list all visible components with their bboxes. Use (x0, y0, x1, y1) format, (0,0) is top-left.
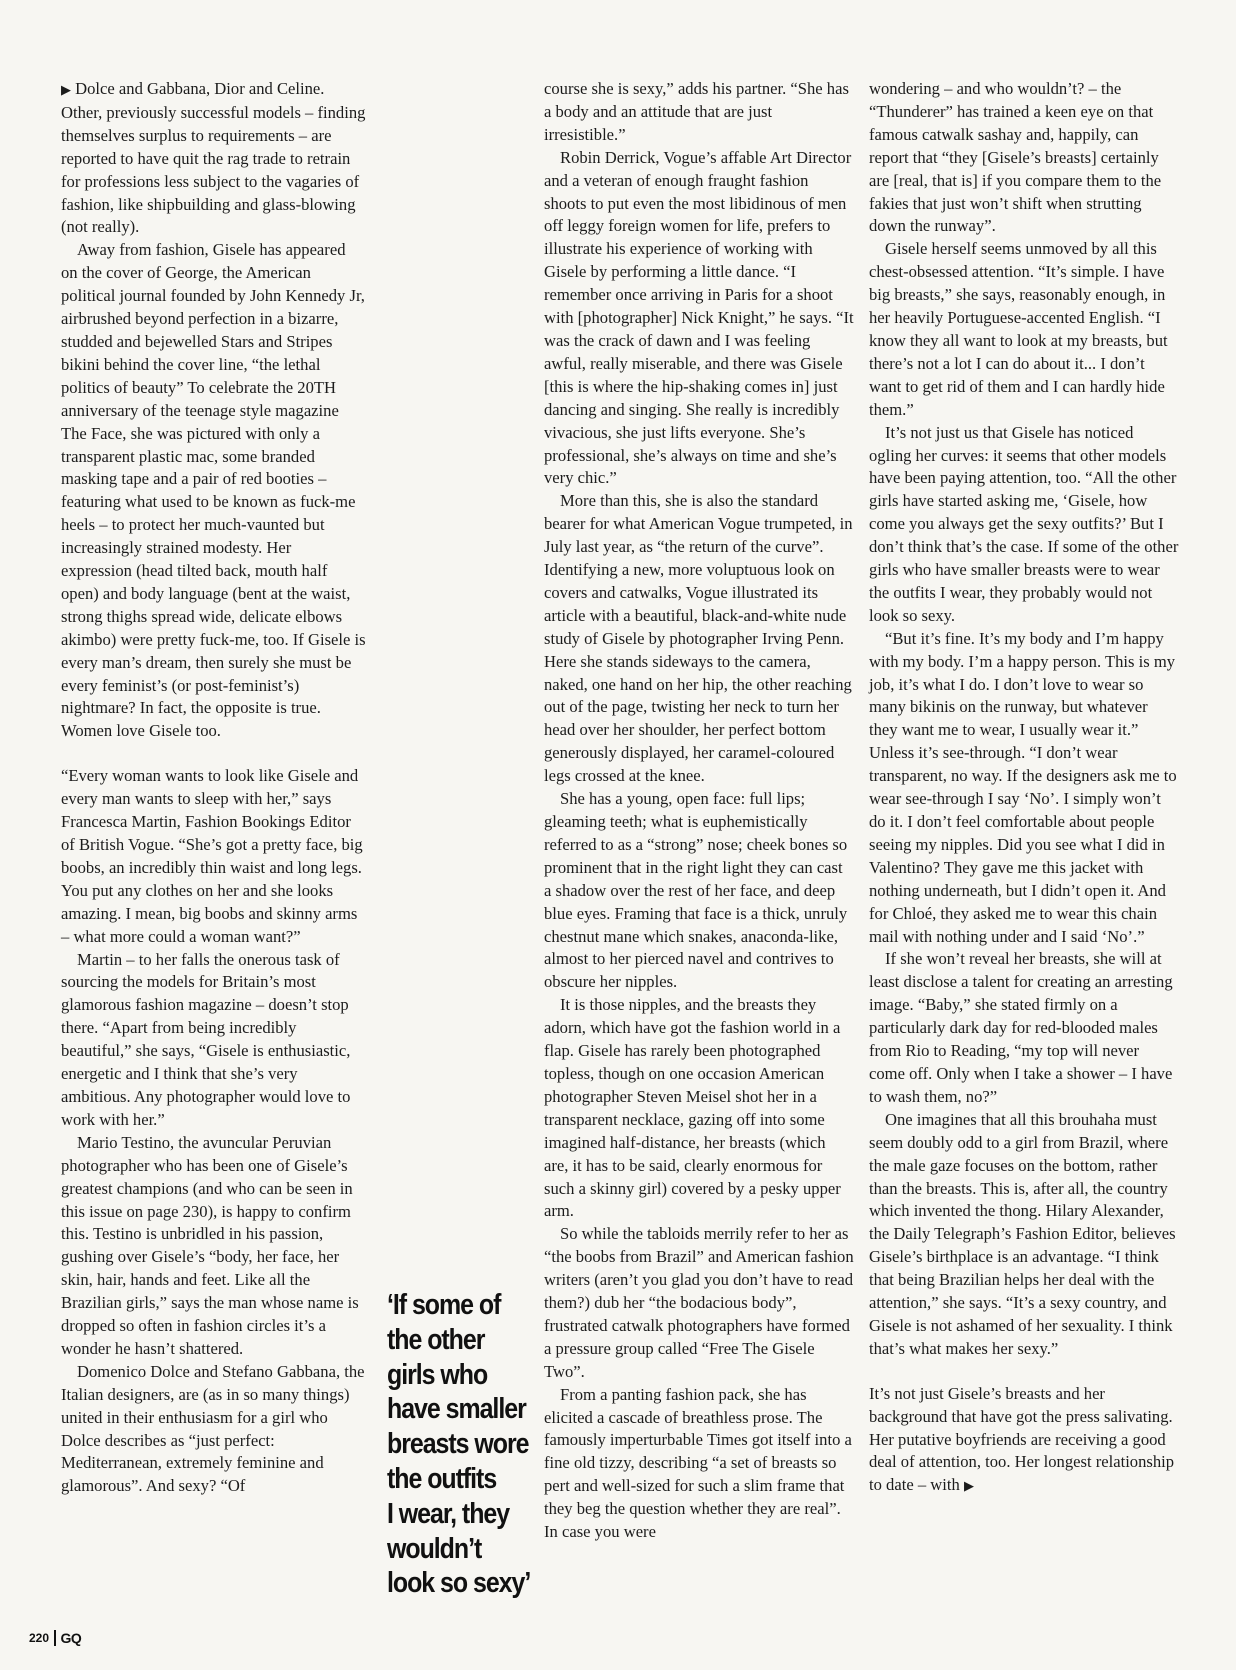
pull-quote-line: the outfits (387, 1462, 497, 1495)
article-paragraph: One imagines that all this brouhaha must seem doubly odd to a girl from Brazil, where the male gaze focuses on the bottom, rather than the breasts. This is, after all, the country which invented the thong. Hilary Alexander, the Daily Telegraph’s Fashion Editor, believes Gisele’s birthplace is an advantage. “I think that being Brazilian helps her deal with the attention,” she says. “It’s a sexy country, and Gisele is not ashamed of her sexuality. I think that’s what makes her sexy.” (869, 1109, 1176, 1358)
pull-quote-line: ‘If some of (387, 1289, 501, 1321)
pull-quote-line: look so sexy’ (387, 1567, 531, 1600)
article-paragraph: From a panting fashion pack, she has elicited a cascade of breathless prose. The famously imperturbable Times got itself into a fine old tizzy, describing “a set of breasts so pert and well-sized for such a slim frame that they beg the question whether they are real”. In case you were (544, 1384, 852, 1542)
article-paragraph: Domenico Dolce and Stefano Gabbana, the Italian designers, are (as in so many things) united in their enthusiasm for a girl who Dolce describes as “just perfect: Mediterranean, extremely feminine and glamorous”. And sexy? “Of (61, 1361, 365, 1496)
continued-from-arrow-icon: ▶ (61, 82, 71, 97)
pull-quote-line: breasts wore (387, 1428, 529, 1461)
pull-quote-line: wouldn’t (387, 1532, 482, 1565)
folio-divider (54, 1630, 56, 1646)
pull-quote-line: I wear, they (387, 1497, 510, 1530)
article-paragraph: course she is sexy,” adds his partner. “She has a body and an attitude that are just irresistible.” (544, 79, 849, 144)
continued-arrow-icon: ▶ (963, 1478, 974, 1494)
article-paragraph: If she won’t reveal her breasts, she will at least disclose a talent for creating an arresting image. “Baby,” she stated firmly on a particularly dark day for red-blooded males from Rio to Reading, “my top will never come off. Only when I take a shower – I have to wash them, no?” (869, 949, 1173, 1106)
article-paragraph: Robin Derrick, Vogue’s affable Art Director and a veteran of enough fraught fashion shoots to put even the most libidinous of men off leggy foreign women for life, prefers to illustrate his experience of working with Gisele by performing a little dance. “I remember once arriving in Paris for a shoot with [photographer] Nick Knight,” he says. “It was the crack of dawn and I was feeling awful, really miserable, and there was Gisele [this is where the hip-shaking comes in] just dancing and singing. She really is incredibly vivacious, she just lifts everyone. She’s professional, she’s always on time and she’s very chic.” (544, 147, 854, 488)
article-paragraph: It’s not just Gisele’s breasts and her background that have got the press salivating. Her putative boyfriends are receiving a good deal of attention, too. Her longest relationship to date – with ▶ (869, 1383, 1175, 1495)
article-paragraph: She has a young, open face: full lips; gleaming teeth; what is euphemistically referred to as a “strong” nose; cheek bones so prominent that in the right light they can cast a shadow over the rest of her face, and deep blue eyes. Framing that face is a thick, unruly chestnut mane which snakes, anaconda-like, almost to her pierced navel and contrives to obscure her nipples. (544, 789, 848, 992)
pull-quote-line: girls who (387, 1358, 488, 1391)
article-paragraph: Martin – to her falls the onerous task of sourcing the models for Britain’s most glamorous fashion magazine – doesn’t stop there. “Apart from being incredibly beautiful,” she says, “Gisele is enthusiastic, energetic and I think that she’s very ambitious. Any photographer would love to work with her.” (61, 949, 351, 1129)
article-paragraph: ▶ Dolce and Gabbana, Dior and Celine. Other, previously successful models – finding themselves surplus to requirements – are reported to have quit the rag trade to retrain for professions less subject to the vagaries of fashion, like shipbuilding and glass-blowing (not really). (61, 79, 366, 237)
pull-quote-line: the other (387, 1323, 485, 1356)
article-paragraph: “But it’s fine. It’s my body and I’m happy with my body. I’m a happy person. This is my job, it’s what I do. I don’t love to wear so many bikinis on the runway, but whatever they want me to wear, I usually wear it.” Unless it’s see-through. “I don’t wear transparent, no way. If the designers ask me to wear see-through I say ‘No’. I simply won’t do it. I don’t feel comfortable about people seeing my nipples. Did you see what I did in Valentino? They gave me this jacket with nothing underneath, but I didn’t open it. And for Chloé, they asked me to wear this chain mail with nothing under and I said ‘No’.” (869, 628, 1177, 946)
page-folio (29, 1630, 81, 1646)
article-column-2 (544, 78, 854, 1544)
article-column-1 (61, 78, 366, 1498)
page-number: 220 (29, 1631, 50, 1645)
article-paragraph: It’s not just us that Gisele has noticed ogling her curves: it seems that other models have been paying attention, too. “All the other girls have started asking me, ‘Gisele, how come you always get the sexy outfits?’ But I don’t think that’s the case. If some of the other girls who have smaller breasts were to wear the outfits I wear, they probably would not look so sexy. (869, 422, 1179, 625)
pull-quote-line: have smaller (387, 1393, 526, 1426)
magazine-logo: GQ (60, 1630, 82, 1646)
article-paragraph: More than this, she is also the standard bearer for what American Vogue trumpeted, in July last year, as “the return of the curve”. Identifying a new, more voluptuous look on covers and catwalks, Vogue illustrated its article with a beautiful, black-and-white nude study of Gisele by photographer Irving Penn. Here she stands sideways to the camera, naked, one hand on her hip, the other reaching out of the page, twisting her neck to turn her head over her shoulder, her perfect bottom generously displayed, her caramel-coloured legs crossed at the knee. (544, 491, 853, 786)
article-paragraph: wondering – and who wouldn’t? – the “Thunderer” has trained a keen eye on that famous catwalk sashay and, happily, can report that “they [Gisele’s breasts] certainly are [real, that is] if you compare them to the fakies that just won’t shift when strutting down the runway”. (869, 79, 1162, 236)
article-paragraph: So while the tabloids merrily refer to her as “the boobs from Brazil” and American fashion writers (aren’t you glad you don’t have to read them?) dub her “the bodacious body”, frustrated catwalk photographers have formed a pressure group called “Free The Gisele Two”. (544, 1224, 854, 1381)
article-paragraph: It is those nipples, and the breasts they adorn, which have got the fashion world in a flap. Gisele has rarely been photographed topless, though on one occasion American photographer Steven Meisel shot her in a transparent necklace, gazing off into some imagined half-distance, her breasts (which are, it has to be said, clearly enormous for such a skinny girl) covered by a pesky upper arm. (544, 995, 841, 1221)
article-paragraph: “Every woman wants to look like Gisele and every man wants to sleep with her,” says Francesca Martin, Fashion Bookings Editor of British Vogue. “She’s got a pretty face, big boobs, an incredibly thin waist and long legs. You put any clothes on her and she looks amazing. I mean, big boobs and skinny arms – what more could a woman want?” (61, 766, 363, 946)
article-paragraph: Mario Testino, the avuncular Peruvian photographer who has been one of Gisele’s greatest champions (and who can be seen in this issue on page 230), is happy to confirm this. Testino is unbridled in his passion, gushing over Gisele’s “body, her face, her skin, hair, hands and feet. Like all the Brazilian girls,” says the man whose name is dropped so often in fashion circles it’s a wonder he hasn’t shattered. (61, 1132, 359, 1358)
pull-quote (387, 1288, 531, 1601)
article-column-3 (869, 78, 1179, 1498)
article-paragraph: Away from fashion, Gisele has appeared on the cover of George, the American political journal founded by John Kennedy Jr, airbrushed beyond perfection in a bizarre, studded and bejewelled Stars and Stripes bikini behind the cover line, “the lethal politics of beauty” To celebrate the 20TH anniversary of the teenage style magazine The Face, she was pictured with only a transparent plastic mac, some branded masking tape and a pair of red booties – featuring what used to be known as fuck-me heels – to protect her much-vaunted but increasingly strained modesty. Her expression (head tilted back, mouth half open) and body language (bent at the waist, strong thighs spread wide, delicate elbows akimbo) were pretty fuck-me, too. If Gisele is every man’s dream, then surely she must be every feminist’s (or post-feminist’s) nightmare? In fact, the opposite is true. Women love Gisele too. (61, 240, 366, 741)
article-paragraph: Gisele herself seems unmoved by all this chest-obsessed attention. “It’s simple. I have big breasts,” she says, reasonably enough, in her heavily Portuguese-accented English. “I know they all want to look at my breasts, but there’s not a lot I can do about it... I don’t want to get rid of them and I can hardly hide them.” (869, 239, 1168, 419)
